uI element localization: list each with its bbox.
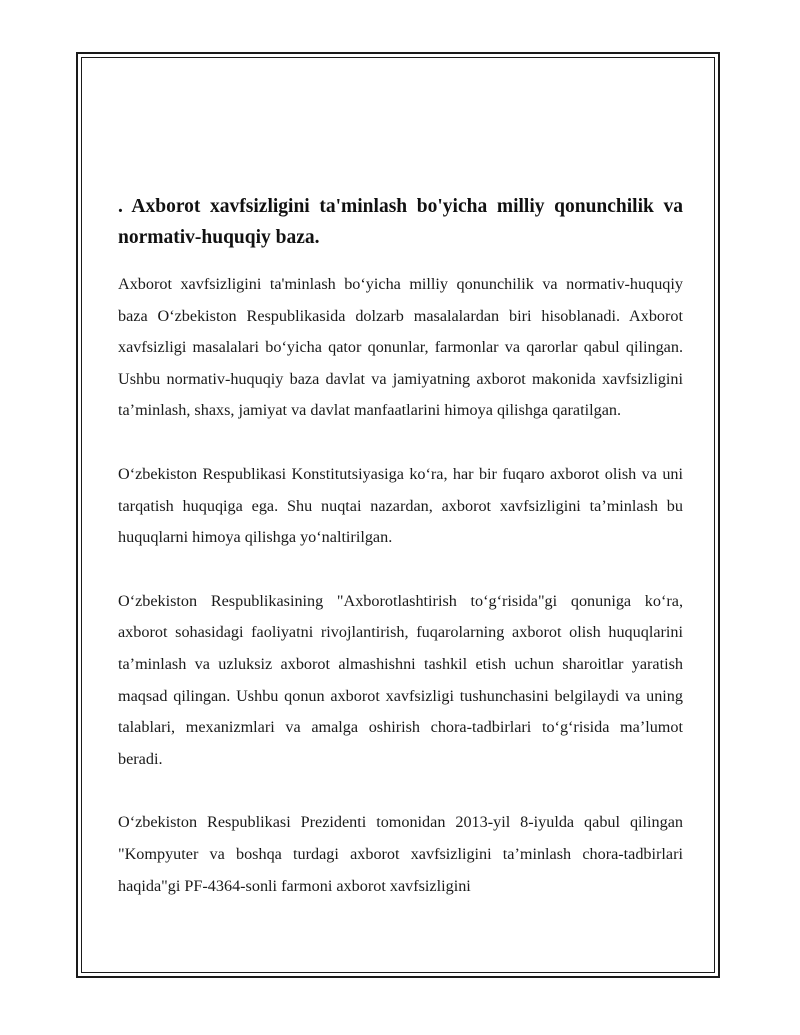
document-body (118, 191, 683, 946)
paragraph-national-legislation: Axborot xavfsizligini ta'minlash bo‘yicha milliy qonunchilik va normativ-huquqiy baza O‘zbekiston Respublikasida dolzarb masalalardan biri hisoblanadi. Axborot xavfsizligi masalalari bo‘yicha qator qonunlar, farmonlar va qarorlar qabul qilingan. Ushbu normativ-huquqiy baza davlat va jamiyatning axborot makonida xavfsizligini ta’minlash, shaxs, jamiyat va davlat manfaatlarini himoya qilishga qaratilgan. (118, 275, 683, 420)
section-heading: . Axborot xavfsizligini ta'minlash bo'yicha milliy qonunchilik va normativ-huquqiy baza. (118, 196, 683, 248)
paragraph-informatization-law: O‘zbekiston Respublikasining "Axborotlashtirish to‘g‘risida"gi qonuniga ko‘ra, axborot sohasidagi faoliyatni rivojlantirish, fuqarolarning axborot olish huquqlarini ta’minlash va uzluksiz axborot almashishni tashkil etish uchun sharoitlar yaratish maqsad qilingan. Ushbu qonun axborot xavfsizligi tushunchasini belgilaydi va uning talablari, mexanizmlari va amalga oshirish chora-tadbirlari to‘g‘risida ma’lumot beradi. (118, 591, 683, 768)
paragraph-constitution: O‘zbekiston Respublikasi Konstitutsiyasiga ko‘ra, har bir fuqaro axborot olish va uni tarqatish huquqiga ega. Shu nuqtai nazardan, axborot xavfsizligini ta’minlash bu huquqlarni himoya qilishga yo‘naltirilgan. (118, 464, 683, 547)
paragraph-presidential-decree: O‘zbekiston Respublikasi Prezidenti tomonidan 2013-yil 8-iyulda qabul qilingan "Kompyuter va boshqa turdagi axborot xavfsizligini ta’minlash chora-tadbirlari haqida"gi PF-4364-sonli farmoni axborot xavfsizligini (118, 813, 683, 895)
